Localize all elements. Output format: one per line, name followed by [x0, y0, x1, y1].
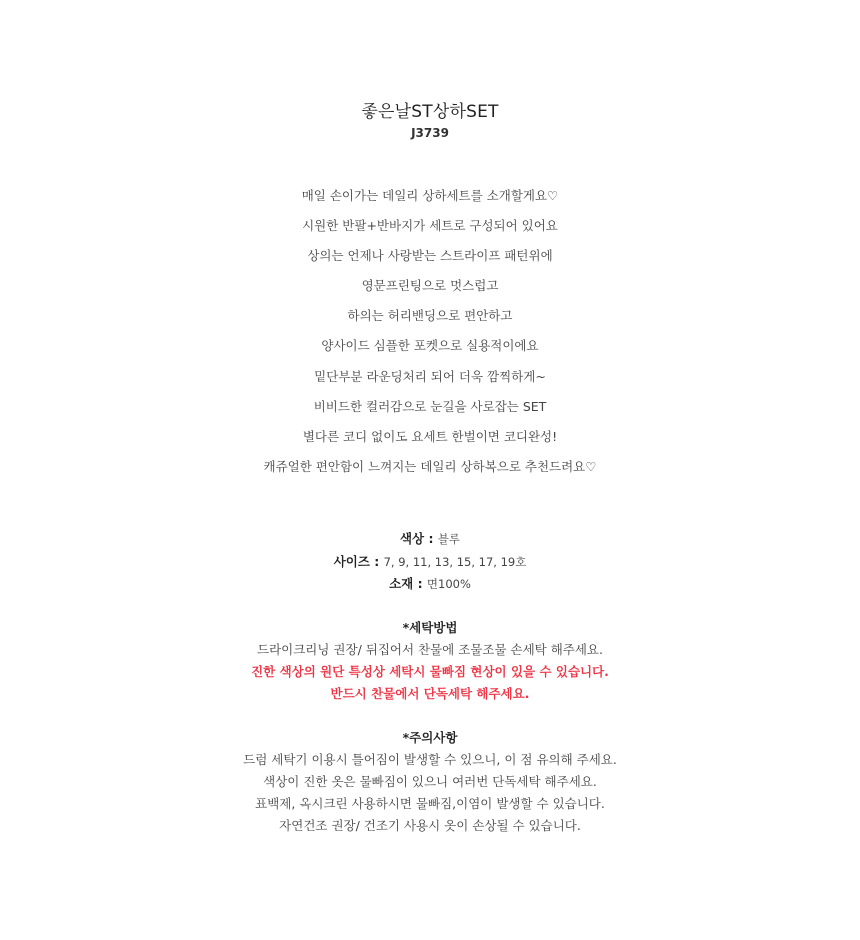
spec-color	[0, 529, 860, 552]
product-description	[0, 186, 860, 487]
description-line: 별다른 코디 없이도 요세트 한벌이면 코디완성!	[302, 428, 558, 444]
description-line: 시원한 반팔+반바지가 세트로 구성되어 있어요	[302, 218, 558, 234]
spec-color-value: 블루	[437, 532, 461, 546]
spec-size-value: 7, 9, 11, 13, 15, 17, 19호	[383, 554, 527, 569]
product-code: J3739	[411, 126, 449, 140]
description-line: 밑단부분 라운딩처리 되어 더욱 깜찍하게~	[314, 368, 546, 384]
washing-warning: 진한 색상의 원단 특성상 세탁시 물빠짐 현상이 있을 수 있습니다.	[251, 664, 609, 679]
spec-size-label: 사이즈 :	[333, 553, 384, 569]
spec-size	[0, 552, 860, 575]
product-title: 좋은날ST상하SET	[361, 102, 499, 122]
description-line: 비비드한 컬러감으로 눈길을 사로잡는 SET	[313, 398, 547, 414]
product-spec	[0, 529, 860, 597]
description-line: 영문프린팅으로 멋스럽고	[361, 278, 499, 294]
spec-material-value: 면100%	[426, 577, 471, 591]
description-line: 캐쥬얼한 편안함이 느껴지는 데일리 상하복으로 추천드려요♡	[263, 458, 597, 474]
caution-line: 드럼 세탁기 이용시 틀어짐이 발생할 수 있으니, 이 점 유의해 주세요.	[243, 752, 617, 767]
description-line: 매일 손이가는 데일리 상하세트를 소개할게요♡	[301, 188, 559, 203]
caution-section	[0, 728, 860, 838]
washing-title: *세탁방법	[402, 620, 458, 635]
washing-section	[0, 618, 860, 706]
spec-color-label: 색상 :	[399, 531, 438, 546]
caution-line: 자연건조 권장/ 건조기 사용시 옷이 손상될 수 있습니다.	[279, 818, 581, 833]
washing-warning: 반드시 찬물에서 단독세탁 해주세요.	[330, 686, 530, 701]
description-line: 양사이드 심플한 포켓으로 실용적이에요	[321, 338, 539, 354]
description-line: 하의는 허리밴딩으로 편안하고	[347, 308, 513, 324]
spec-material	[0, 574, 860, 597]
caution-line: 색상이 진한 옷은 물빠짐이 있으니 여러번 단독세탁 해주세요.	[263, 774, 597, 789]
caution-title: *주의사항	[402, 730, 458, 745]
description-line: 상의는 언제나 사랑받는 스트라이프 패턴위에	[307, 248, 553, 264]
spec-material-label: 소재 :	[389, 576, 427, 591]
washing-line: 드라이크리닝 권장/ 뒤집어서 찬물에 조물조물 손세탁 해주세요.	[257, 642, 603, 657]
caution-line: 표백제, 옥시크린 사용하시면 물빠짐,이염이 발생할 수 있습니다.	[255, 796, 605, 811]
